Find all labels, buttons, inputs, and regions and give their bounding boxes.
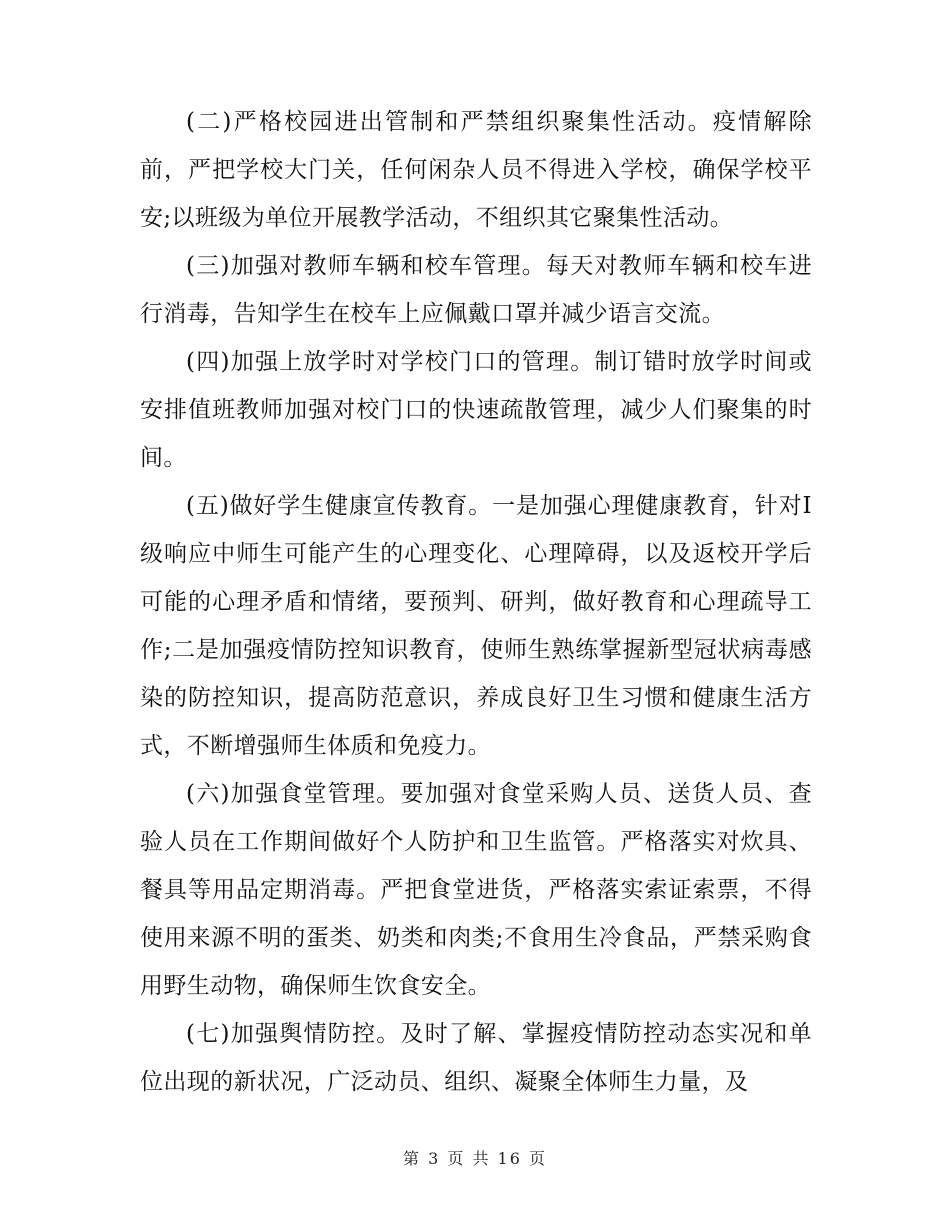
paragraph-6: (六)加强食堂管理。要加强对食堂采购人员、送货人员、查验人员在工作期间做好个人防护和卫生监管。严格落实对炊具、餐具等用品定期消毒。严把食堂进货，严格落实索证索票，不得使用来源不明的蛋类、奶类和肉类;不食用生冷食品，严禁采购食用野生动物，确保师生饮食安全。 xyxy=(140,781,812,999)
paragraph-4: (四)加强上放学时对学校门口的管理。制订错时放学时间或安排值班教师加强对校门口的快速疏散管理，减少人们聚集的时间。 xyxy=(140,349,812,471)
paragraph-7: (七)加强舆情防控。及时了解、掌握疫情防控动态实况和单位出现的新状况，广泛动员、组织、凝聚全体师生力量，及 xyxy=(140,1021,812,1095)
paragraph-5: (五)做好学生健康宣传教育。一是加强心理健康教育，针对Ⅰ级响应中师生可能产生的心理变化、心理障碍，以及返校开学后可能的心理矛盾和情绪，要预判、研判，做好教育和心理疏导工作;二是加强疫情防控知识教育，使师生熟练掌握新型冠状病毒感染的防控知识，提高防范意识，养成良好卫生习惯和健康生活方式，不断增强师生体质和免疫力。 xyxy=(140,493,812,759)
document-body xyxy=(140,98,812,1106)
page-number-footer: 第 3 页 共 16 页 xyxy=(403,1149,547,1168)
paragraph-2: (二)严格校园进出管制和严禁组织聚集性活动。疫情解除前，严把学校大门关，任何闲杂人员不得进入学校，确保学校平安;以班级为单位开展教学活动，不组织其它聚集性活动。 xyxy=(140,109,812,231)
paragraph-3: (三)加强对教师车辆和校车管理。每天对教师车辆和校车进行消毒，告知学生在校车上应佩戴口罩并减少语言交流。 xyxy=(140,253,812,327)
